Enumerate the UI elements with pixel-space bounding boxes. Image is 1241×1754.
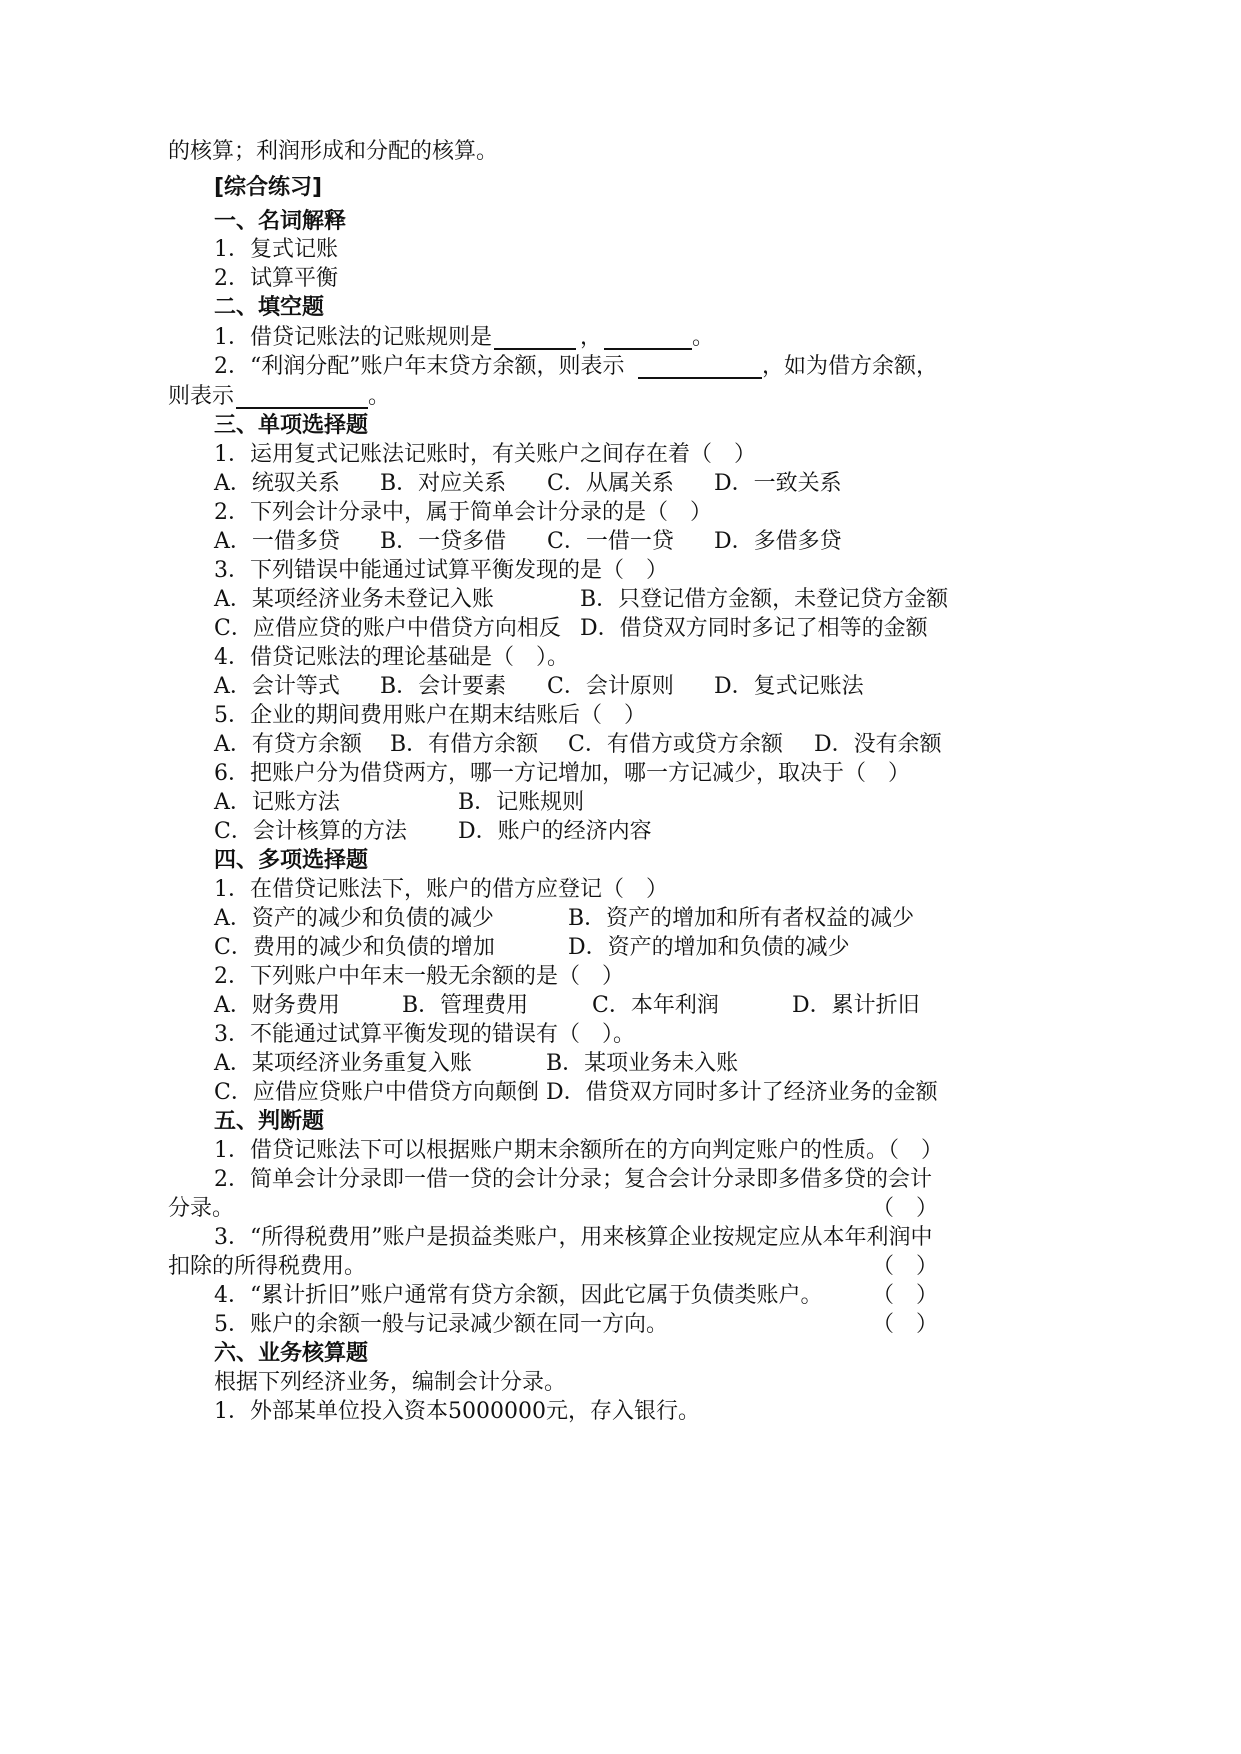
answer-blank xyxy=(494,324,576,350)
option: D．资产的增加和负债的减少 xyxy=(568,935,850,960)
option: C．费用的减少和负债的增加 xyxy=(214,935,495,960)
option: B．记账规则 xyxy=(458,790,585,815)
option: C．应借应贷的账户中借贷方向相反 xyxy=(214,616,561,641)
option: B．资产的增加和所有者权益的减少 xyxy=(568,906,915,931)
question-text: 1．复式记账 xyxy=(214,237,338,262)
option: C．本年利润 xyxy=(592,993,719,1018)
option: B．某项业务未入账 xyxy=(546,1051,739,1076)
answer-blank xyxy=(604,324,692,350)
option: D．借贷双方同时多记了相等的金额 xyxy=(580,616,928,641)
question-text: 2．“利润分配”账户年末贷方余额，则表示 xyxy=(214,354,625,379)
question-text: 3．下列错误中能通过试算平衡发现的是（ ） xyxy=(214,558,668,583)
question-text: 分录。 xyxy=(168,1196,235,1221)
punctuation: ， xyxy=(580,325,603,350)
option: D．多借多贷 xyxy=(714,529,842,554)
answer-blank xyxy=(638,353,762,379)
question-text: 5．企业的期间费用账户在期末结账后（ ） xyxy=(214,703,646,728)
option: C．一借一贷 xyxy=(547,529,674,554)
option: C．有借方或贷方余额 xyxy=(568,732,783,757)
question-text: 3．不能通过试算平衡发现的错误有（ ）。 xyxy=(214,1022,635,1047)
option: D．账户的经济内容 xyxy=(458,819,652,844)
option: A．某项经济业务未登记入账 xyxy=(214,587,494,612)
option: A．统驭关系 xyxy=(214,471,340,496)
option: B．只登记借方金额，未登记贷方金额 xyxy=(580,587,949,612)
question-text: 4．“累计折旧”账户通常有贷方余额，因此它属于负债类账户。 xyxy=(214,1283,823,1308)
question-text: 1．在借贷记账法下，账户的借方应登记（ ） xyxy=(214,877,668,902)
option: D．一致关系 xyxy=(714,471,842,496)
section-title: 二、填空题 xyxy=(214,295,325,320)
question-text: 2．下列会计分录中，属于简单会计分录的是（ ） xyxy=(214,500,712,525)
question-text: 2．简单会计分录即一借一贷的会计分录；复合会计分录即多借多贷的会计 xyxy=(214,1167,932,1192)
section-title: 六、业务核算题 xyxy=(214,1341,369,1366)
question-text: 2．试算平衡 xyxy=(214,266,338,291)
option: A．会计等式 xyxy=(214,674,340,699)
question-text: 1．运用复式记账法记账时，有关账户之间存在着（ ） xyxy=(214,442,756,467)
answer-paren: （ ） xyxy=(872,1254,939,1279)
question-text: 1．借贷记账法下可以根据账户期末余额所在的方向判定账户的性质。（ ） xyxy=(214,1138,943,1163)
section-title: 四、多项选择题 xyxy=(214,848,369,873)
question-text: 5．账户的余额一般与记录减少额在同一方向。 xyxy=(214,1312,668,1337)
option: C．应借应贷账户中借贷方向颠倒 xyxy=(214,1080,539,1105)
exercise-heading: [综合练习] xyxy=(214,175,323,200)
answer-blank xyxy=(236,383,368,409)
punctuation: 。 xyxy=(368,384,391,409)
punctuation: 。 xyxy=(692,325,715,350)
option: B．一贷多借 xyxy=(380,529,507,554)
intro-tail: 的核算；利润形成和分配的核算。 xyxy=(168,139,499,164)
option: B．会计要素 xyxy=(380,674,507,699)
option: A．记账方法 xyxy=(214,790,340,815)
question-text: 2．下列账户中年末一般无余额的是（ ） xyxy=(214,964,624,989)
question-text: 则表示 xyxy=(168,384,235,409)
option: A．财务费用 xyxy=(214,993,340,1018)
option: A．一借多贷 xyxy=(214,529,340,554)
option: D．借贷双方同时多计了经济业务的金额 xyxy=(546,1080,938,1105)
option: A．有贷方余额 xyxy=(214,732,362,757)
option: B．有借方余额 xyxy=(390,732,539,757)
answer-paren: （ ） xyxy=(872,1283,939,1308)
option: C．会计核算的方法 xyxy=(214,819,407,844)
option: B．管理费用 xyxy=(402,993,529,1018)
text-line xyxy=(0,136,1241,168)
question-text: 1．借贷记账法的记账规则是 xyxy=(214,325,492,350)
option: B．对应关系 xyxy=(380,471,507,496)
question-text: 1．外部某单位投入资本5000000元，存入银行。 xyxy=(214,1399,700,1424)
question-text: 扣除的所得税费用。 xyxy=(168,1254,367,1279)
option: A．资产的减少和负债的减少 xyxy=(214,906,494,931)
option: D．复式记账法 xyxy=(714,674,864,699)
question-text: 4．借贷记账法的理论基础是（ ）。 xyxy=(214,645,569,670)
question-text: ，如为借方余额， xyxy=(762,354,939,379)
question-text: 3．“所得税费用”账户是损益类账户，用来核算企业按规定应从本年利润中 xyxy=(214,1225,933,1250)
section-lead: 根据下列经济业务，编制会计分录。 xyxy=(214,1370,567,1395)
section-title: 三、单项选择题 xyxy=(214,413,369,438)
question-text: 6．把账户分为借贷两方，哪一方记增加，哪一方记减少，取决于（ ） xyxy=(214,761,910,786)
option: D．累计折旧 xyxy=(792,993,920,1018)
option: D．没有余额 xyxy=(814,732,942,757)
option: A．某项经济业务重复入账 xyxy=(214,1051,472,1076)
answer-paren: （ ） xyxy=(872,1196,939,1221)
answer-paren: （ ） xyxy=(872,1312,939,1337)
option: C．会计原则 xyxy=(547,674,674,699)
section-title: 五、判断题 xyxy=(214,1109,325,1134)
option: C．从属关系 xyxy=(547,471,674,496)
section-title: 一、名词解释 xyxy=(214,209,347,234)
